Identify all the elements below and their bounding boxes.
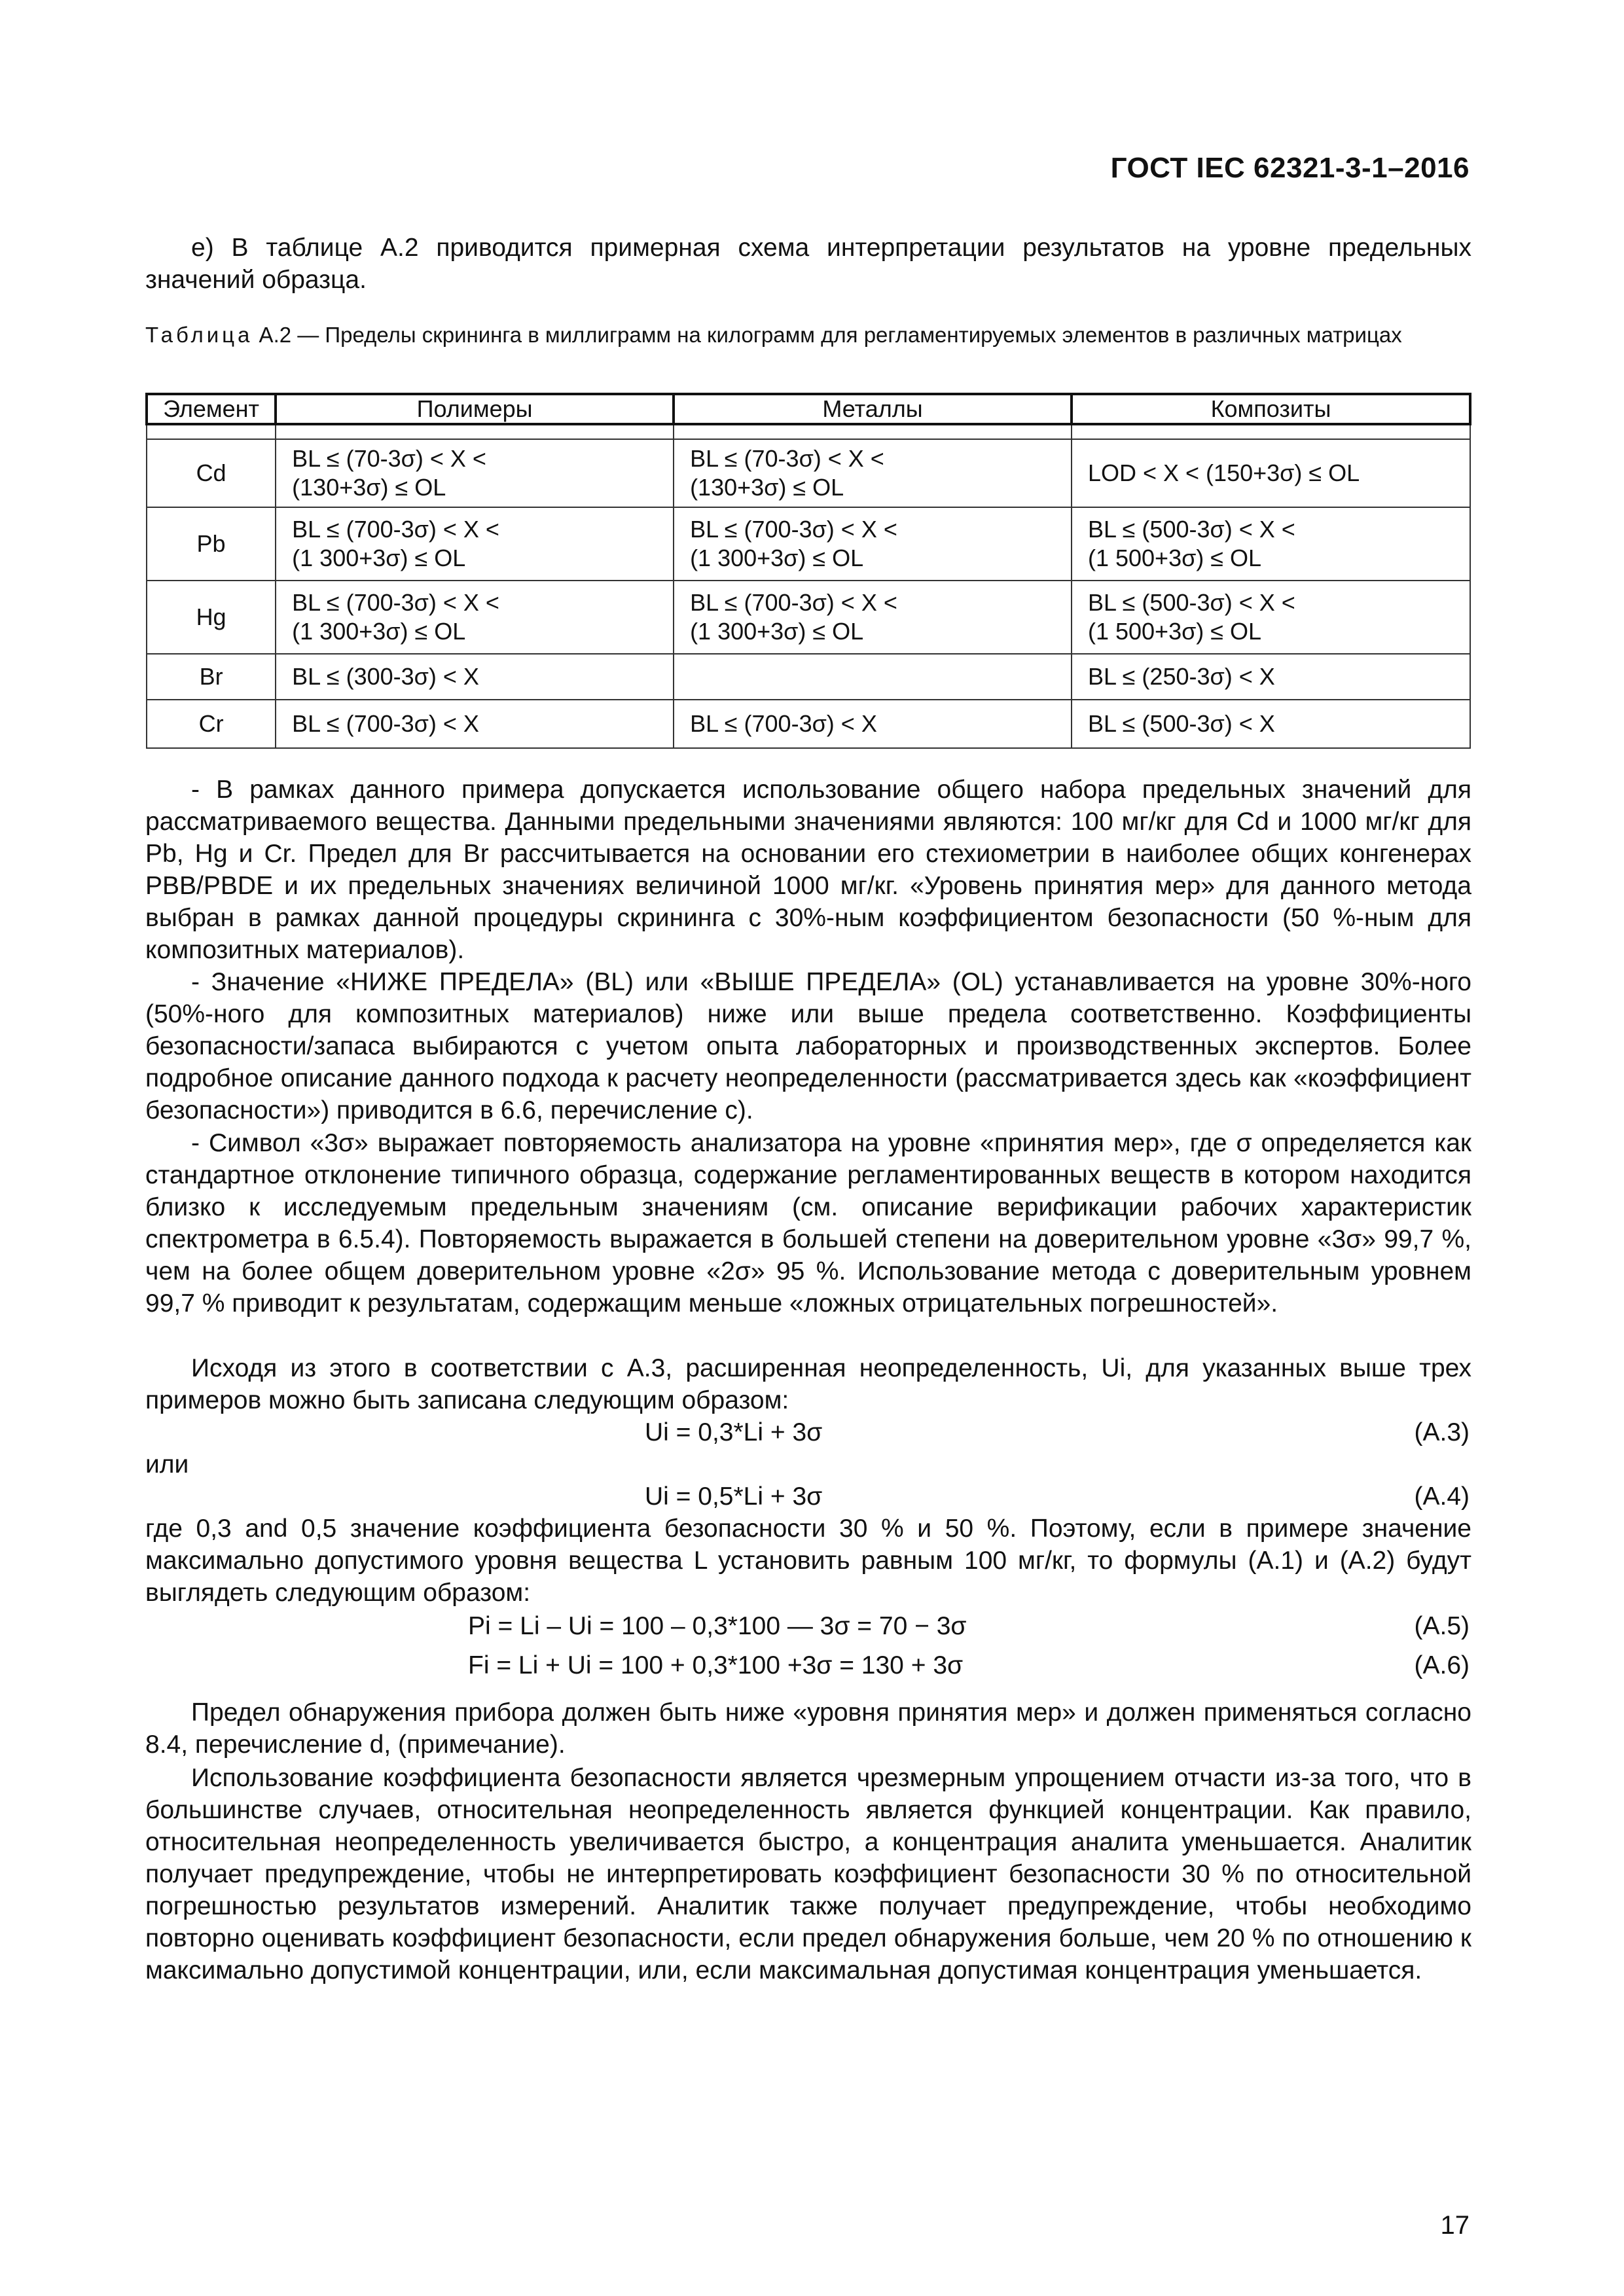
header-element: Элемент	[147, 394, 276, 424]
composites-cell	[1072, 507, 1470, 581]
element-cell: Cr	[147, 700, 276, 748]
paragraph-detection-limit: Предел обнаружения прибора должен быть ниже «уровня принятия мер» и должен применяться согласно 8.4, перечисление d, (примечание).	[145, 1698, 1471, 1759]
equation-a4-number: (А.4)	[1414, 1482, 1470, 1511]
table-spacer	[147, 424, 1470, 439]
metals-line-2: (1 300+3σ) ≤ OL	[690, 618, 864, 645]
polymers-line-2: (1 300+3σ) ≤ OL	[292, 618, 466, 645]
composites-line-2: (1 500+3σ) ≤ OL	[1087, 618, 1262, 645]
composites-cell: BL ≤ (500-3σ) < X	[1072, 700, 1470, 748]
metals-line-2: (130+3σ) ≤ OL	[690, 474, 844, 501]
polymers-line-1: BL ≤ (700-3σ) < X <	[292, 516, 499, 543]
equation-a6-number: (А.6)	[1414, 1651, 1470, 1679]
element-cell: Cd	[147, 439, 276, 507]
table-row-pb	[147, 507, 1470, 581]
equation-a6: Fi = Li + Ui = 100 + 0,3*100 +3σ = 130 + 3σ	[468, 1651, 964, 1679]
table-caption-text: А.2 — Пределы скрининга в миллиграмм на килограмм для регламентируемых элементов в различных матрицах	[253, 323, 1402, 347]
polymers-cell: BL ≤ (300-3σ) < X	[276, 654, 674, 700]
equation-a3-number: (А.3)	[1414, 1418, 1470, 1446]
polymers-line-1: BL ≤ (700-3σ) < X <	[292, 589, 499, 616]
polymers-cell: BL ≤ (700-3σ) < X	[276, 700, 674, 748]
polymers-cell	[276, 507, 674, 581]
equation-a5-number: (А.5)	[1414, 1612, 1470, 1640]
composites-cell	[1072, 581, 1470, 654]
metals-cell: BL ≤ (700-3σ) < X	[674, 700, 1072, 748]
header-composites: Композиты	[1072, 394, 1470, 424]
paragraph-common-limits: - В рамках данного примера допускается использование общего набора предельных значений для рассматриваемого вещества. Данными предельными значениями являются: 100 мг/кг для Cd и 1000 мг/кг для Pb, Hg и Cr. Предел для Br рассчитывается на основании его стехиометрии в наиболее общих конгенерах PBB/PBDE и их предельных значениях величиной 1000 мг/кг. «Уровень принятия мер» для данного метода выбран в рамках данной процедуры скрининга с 30%-ным коэффициентом безопасности (50 %-ным для композитных материалов).	[145, 776, 1471, 964]
composites-line-1: BL ≤ (500-3σ) < X <	[1087, 516, 1295, 543]
table-row-cd	[147, 439, 1470, 507]
composites-cell: BL ≤ (250-3σ) < X	[1072, 654, 1470, 700]
paragraph-safety-coefficient: где 0,3 and 0,5 значение коэффициента безопасности 30 % и 50 %. Поэтому, если в примере значение максимально допустимого уровня вещества L установить равным 100 мг/кг, то формулы (А.1) и (А.2) будут выглядеть следующим образом:	[145, 1515, 1471, 1607]
polymers-line-2: (130+3σ) ≤ OL	[292, 474, 446, 501]
composites-cell: LOD < X < (150+3σ) ≤ OL	[1072, 439, 1470, 507]
composites-line-2: (1 500+3σ) ≤ OL	[1087, 545, 1262, 571]
screening-limits-table	[145, 393, 1471, 749]
metals-line-1: BL ≤ (700-3σ) < X <	[690, 516, 897, 543]
metals-line-1: BL ≤ (70-3σ) < X <	[690, 445, 884, 472]
metals-cell	[674, 439, 1072, 507]
table-caption	[145, 322, 1454, 348]
table-row-br	[147, 654, 1470, 700]
header-polymers: Полимеры	[276, 394, 674, 424]
metals-line-2: (1 300+3σ) ≤ OL	[690, 545, 864, 571]
paragraph-uncertainty: Исходя из этого в соответствии с А.3, расширенная неопределенность, Ui, для указанных выше трех примеров можно быть записана следующим образом:	[145, 1354, 1471, 1414]
paragraph-3sigma: - Символ «3σ» выражает повторяемость анализатора на уровне «принятия мер», где σ определяется как стандартное отклонение типичного образца, содержание регламентированных веществ в котором находится близко к исследуемым предельным значениям (см. описание верификации рабочих характеристик спектрометра в 6.5.4). Повторяемость выражается в большей степени на доверительном уровне «3σ» 99,7 %, чем на более общем доверительном уровне «2σ» 95 %. Использование метода с доверительным уровнем 99,7 % приводит к результатам, содержащим меньше «ложных отрицательных погрешностей».	[145, 1129, 1471, 1318]
metals-cell	[674, 581, 1072, 654]
element-cell: Hg	[147, 581, 276, 654]
table-caption-prefix: Таблица	[145, 323, 253, 347]
or-text: или	[145, 1450, 189, 1479]
document-code-header: ГОСТ IEC 62321-3-1–2016	[1110, 152, 1470, 184]
header-metals: Металлы	[674, 394, 1072, 424]
paragraph-bl-ol: - Значение «НИЖЕ ПРЕДЕЛА» (BL) или «ВЫШЕ ПРЕДЕЛА» (OL) устанавливается на уровне 30%-ного (50%-ного для композитных материалов) ниже или выше предела соответственно. Коэффициенты безопасности/запаса выбираются с учетом опыта лабораторных и производственных экспертов. Более подробное описание данного подхода к расчету неопределенности (рассматривается здесь как «коэффициент безопасности») приводится в 6.6, перечисление c).	[145, 968, 1471, 1124]
composites-line-1: BL ≤ (500-3σ) < X <	[1087, 589, 1295, 616]
equation-a4: Ui = 0,5*Li + 3σ	[645, 1482, 823, 1511]
polymers-line-2: (1 300+3σ) ≤ OL	[292, 545, 466, 571]
polymers-cell	[276, 439, 674, 507]
metals-line-1: BL ≤ (700-3σ) < X <	[690, 589, 897, 616]
equation-a5: Pi = Li – Ui = 100 – 0,3*100 — 3σ = 70 − 3σ	[468, 1612, 967, 1640]
element-cell: Pb	[147, 507, 276, 581]
polymers-line-1: BL ≤ (70-3σ) < X <	[292, 445, 486, 472]
intro-paragraph: e) В таблице А.2 приводится примерная схема интерпретации результатов на уровне предельных значений образца.	[145, 234, 1471, 294]
metals-cell	[674, 507, 1072, 581]
equation-a3: Ui = 0,3*Li + 3σ	[645, 1418, 823, 1446]
paragraph-safety-simplification: Использование коэффициента безопасности является чрезмерным упрощением отчасти из-за того, что в большинстве случаев, относительная неопределенность является функцией концентрации. Как правило, относительная неопределенность увеличивается быстро, а концентрация аналита уменьшается. Аналитик получает предупреждение, чтобы не интерпретировать коэффициент безопасности 30 % по относительной погрешностью результатов измерений. Аналитик также получает предупреждение, чтобы необходимо повторно оценивать коэффициент безопасности, если предел обнаружения больше, чем 20 % по отношению к максимально допустимой концентрации, или, если максимальная допустимая концентрация уменьшается.	[145, 1764, 1471, 1984]
table-header-row	[147, 394, 1470, 424]
table-row-cr	[147, 700, 1470, 748]
polymers-cell	[276, 581, 674, 654]
table-row-hg	[147, 581, 1470, 654]
metals-cell	[674, 654, 1072, 700]
element-cell: Br	[147, 654, 276, 700]
page-number: 17	[1440, 2211, 1470, 2240]
